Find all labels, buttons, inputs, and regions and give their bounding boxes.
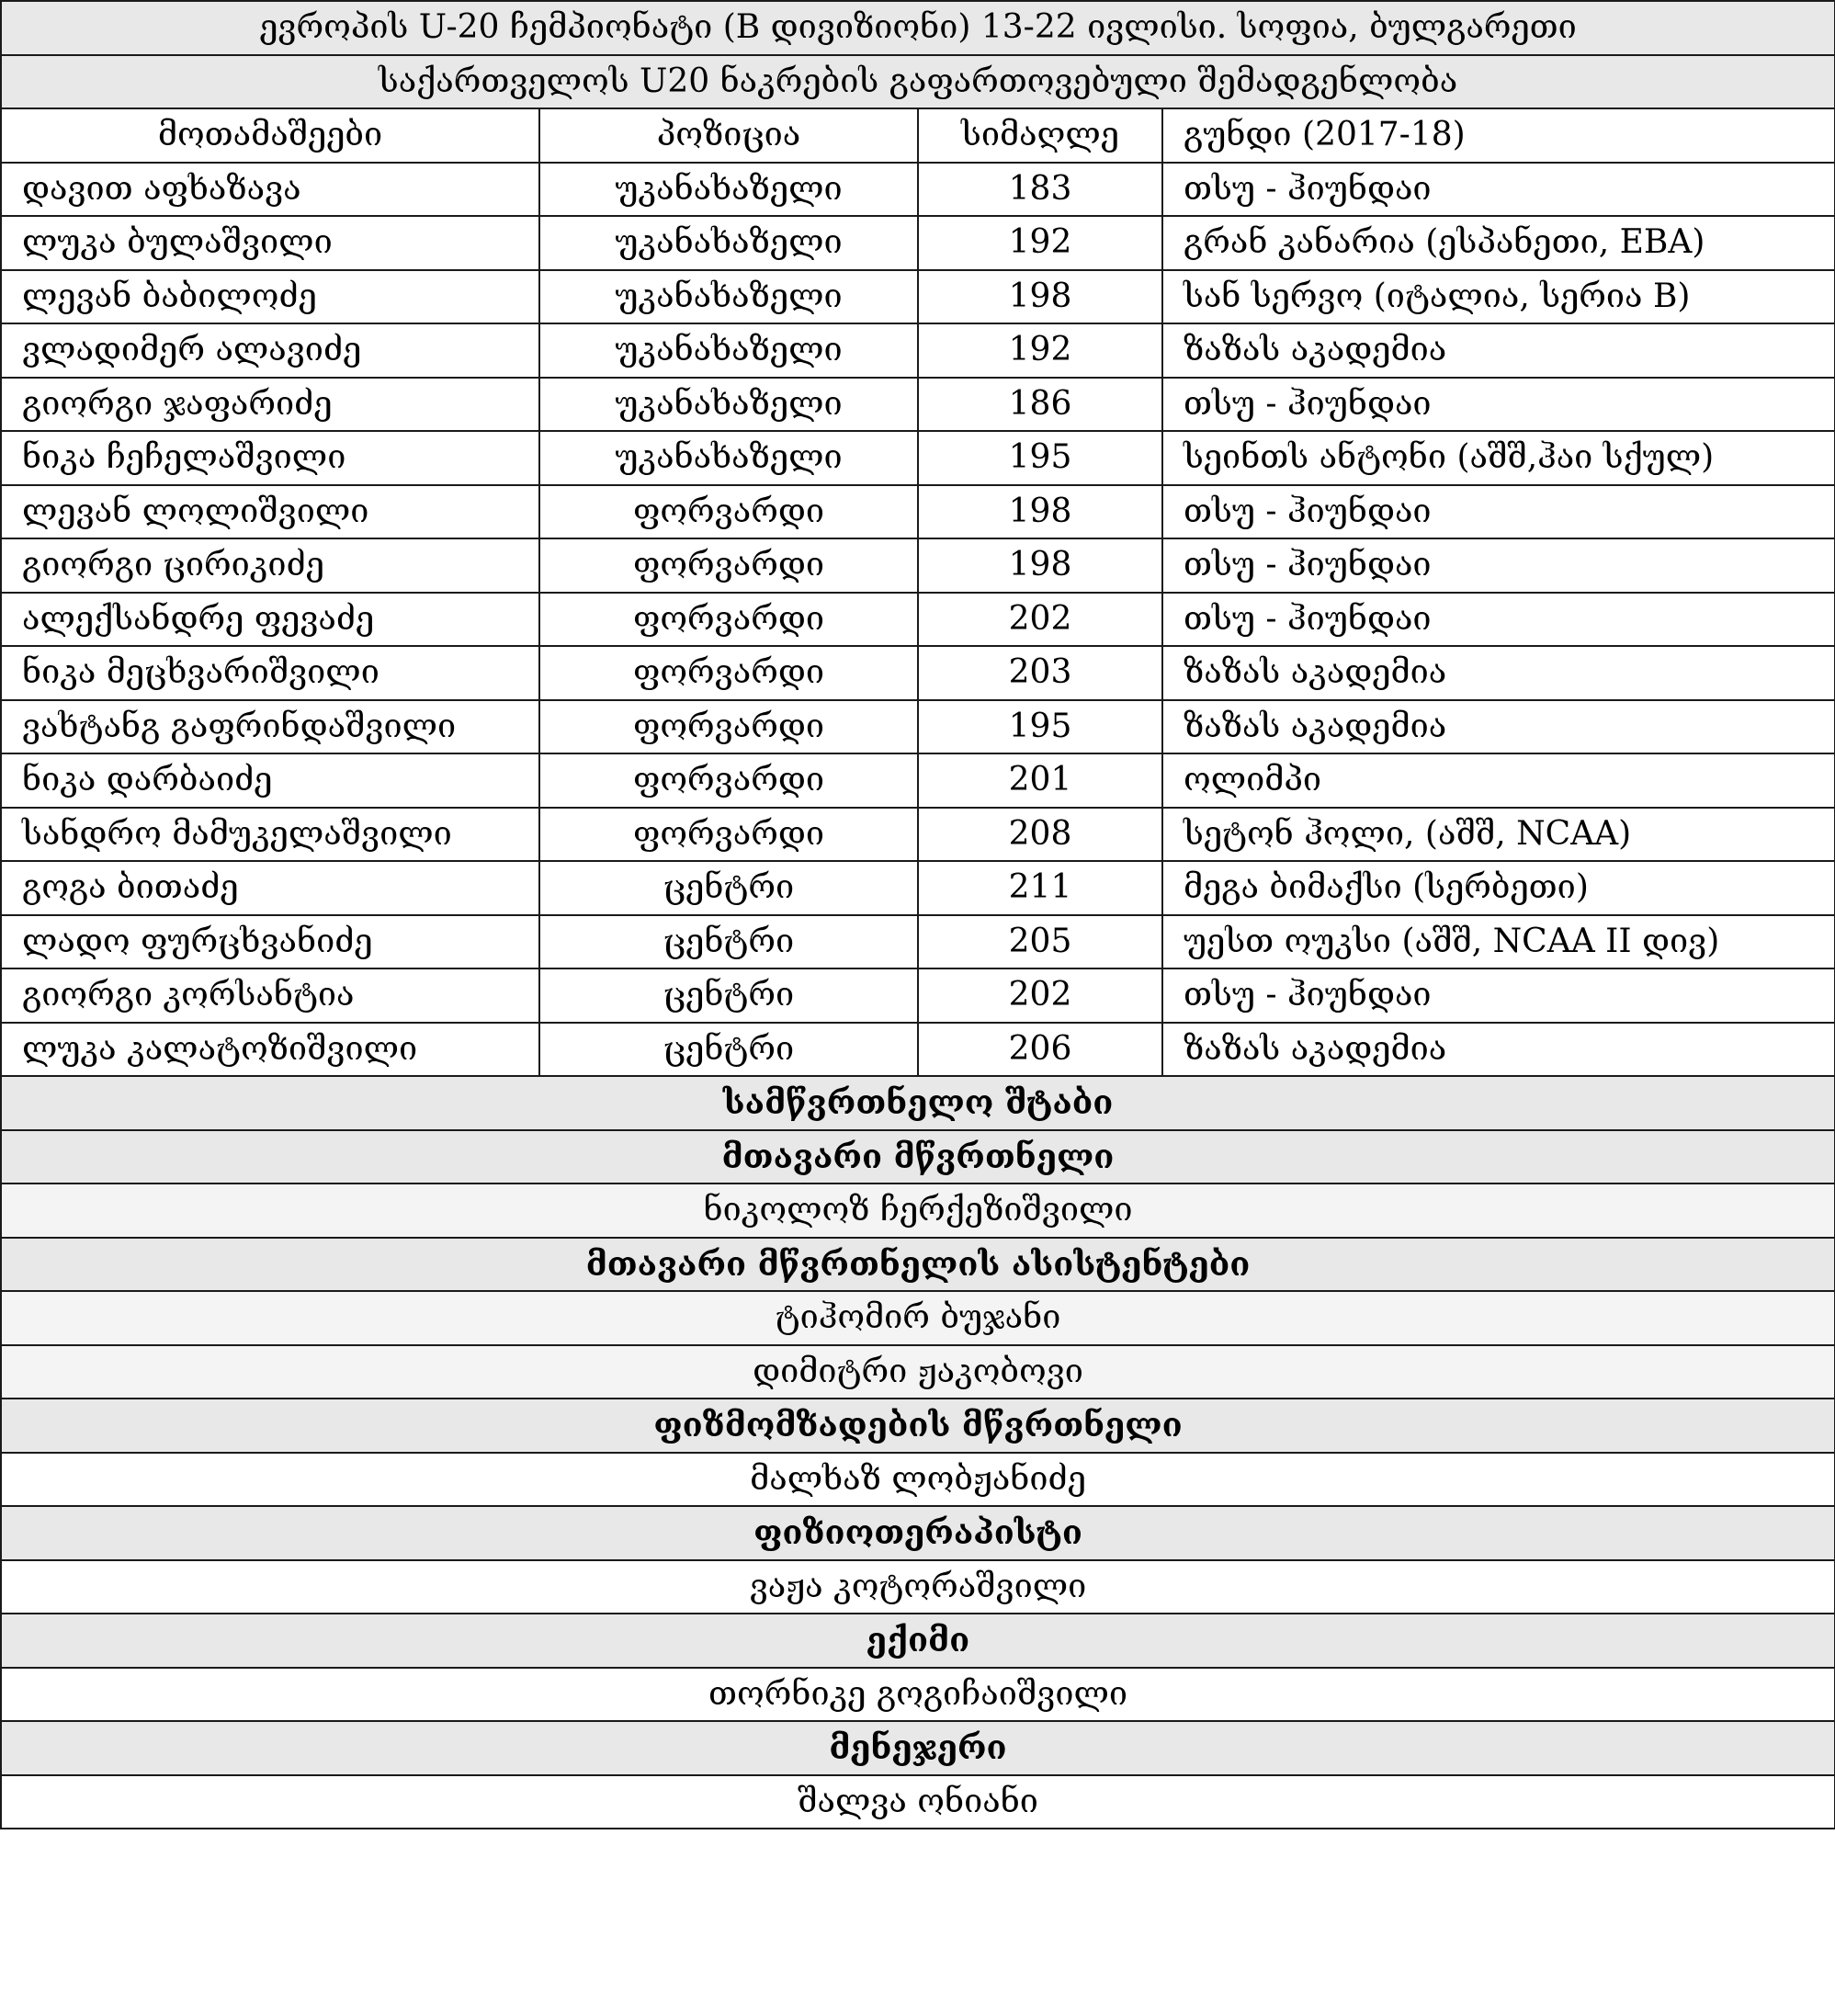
player-position: ცენტრი xyxy=(539,1023,918,1077)
assistant-row xyxy=(1,1345,1835,1399)
manager-row xyxy=(1,1775,1835,1829)
player-position: უკანახაზელი xyxy=(539,431,918,485)
player-row xyxy=(1,431,1835,485)
player-row xyxy=(1,753,1835,808)
player-height: 192 xyxy=(918,216,1162,270)
player-height: 198 xyxy=(918,485,1162,539)
column-header-row xyxy=(1,108,1835,163)
document-title: ევროპის U-20 ჩემპიონატი (B დივიზიონი) 13-22 ივლისი. სოფია, ბულგარეთი xyxy=(1,1,1835,55)
player-row xyxy=(1,1023,1835,1077)
player-height: 201 xyxy=(918,753,1162,808)
head-coach-label: მთავარი მწვრთნელი xyxy=(1,1130,1835,1184)
document-subtitle: საქართველოს U20 ნაკრების გაფართოვებული შემადგენლობა xyxy=(1,55,1835,109)
fitness-row xyxy=(1,1453,1835,1507)
player-row xyxy=(1,593,1835,647)
title-row xyxy=(1,1,1835,55)
player-team: თსუ - ჰიუნდაი xyxy=(1162,485,1835,539)
player-name: დავით აფხაზავა xyxy=(1,163,539,217)
doctor-label: ექიმი xyxy=(1,1614,1835,1668)
player-row xyxy=(1,968,1835,1023)
assistant-name: ტიჰომირ ბუჯანი xyxy=(1,1291,1835,1345)
player-position: ფორვარდი xyxy=(539,700,918,754)
player-team: თსუ - ჰიუნდაი xyxy=(1162,968,1835,1023)
doctor-row xyxy=(1,1668,1835,1722)
player-team: მეგა ბიმაქსი (სერბეთი) xyxy=(1162,861,1835,915)
head-coach-row xyxy=(1,1184,1835,1238)
player-name: ვახტანგ გაფრინდაშვილი xyxy=(1,700,539,754)
player-team: თსუ - ჰიუნდაი xyxy=(1162,538,1835,593)
staff-section-row xyxy=(1,1076,1835,1130)
head-coach-name: ნიკოლოზ ჩერქეზიშვილი xyxy=(1,1184,1835,1238)
column-header-position: პოზიცია xyxy=(539,108,918,163)
player-name: გიორგი ჯაფარიძე xyxy=(1,378,539,432)
player-team: სან სერვო (იტალია, სერია B) xyxy=(1162,270,1835,324)
roster-table-body xyxy=(1,1,1835,1076)
physio-row xyxy=(1,1560,1835,1614)
player-row xyxy=(1,700,1835,754)
subtitle-row xyxy=(1,55,1835,109)
player-height: 208 xyxy=(918,808,1162,862)
player-team: ზაზას აკადემია xyxy=(1162,646,1835,700)
player-position: ცენტრი xyxy=(539,861,918,915)
player-name: ვლადიმერ ალავიძე xyxy=(1,323,539,378)
player-name: გიორგი ცირიკიძე xyxy=(1,538,539,593)
staff-section-title: სამწვრთნელო შტაბი xyxy=(1,1076,1835,1130)
player-name: ლადო ფურცხვანიძე xyxy=(1,915,539,969)
player-team: გრან კანარია (ესპანეთი, EBA) xyxy=(1162,216,1835,270)
player-team: სეინთს ანტონი (აშშ,ჰაი სქულ) xyxy=(1162,431,1835,485)
player-position: ფორვარდი xyxy=(539,646,918,700)
player-height: 211 xyxy=(918,861,1162,915)
player-team: ზაზას აკადემია xyxy=(1162,323,1835,378)
player-position: უკანახაზელი xyxy=(539,323,918,378)
assistant-name: დიმიტრი ჟაკობოვი xyxy=(1,1345,1835,1399)
doctor-name: თორნიკე გოგიჩაიშვილი xyxy=(1,1668,1835,1722)
player-row xyxy=(1,808,1835,862)
player-name: სანდრო მამუკელაშვილი xyxy=(1,808,539,862)
player-height: 192 xyxy=(918,323,1162,378)
player-row xyxy=(1,646,1835,700)
doctor-label-row xyxy=(1,1614,1835,1668)
assistants-label: მთავარი მწვრთნელის ასისტენტები xyxy=(1,1238,1835,1292)
player-team: ოლიმპი xyxy=(1162,753,1835,808)
player-team: ზაზას აკადემია xyxy=(1162,700,1835,754)
player-position: ფორვარდი xyxy=(539,485,918,539)
player-team: თსუ - ჰიუნდაი xyxy=(1162,163,1835,217)
player-height: 198 xyxy=(918,270,1162,324)
player-name: ნიკა მეცხვარიშვილი xyxy=(1,646,539,700)
player-height: 195 xyxy=(918,700,1162,754)
player-name: ლუკა კალატოზიშვილი xyxy=(1,1023,539,1077)
manager-label-row xyxy=(1,1721,1835,1775)
player-height: 198 xyxy=(918,538,1162,593)
player-row xyxy=(1,163,1835,217)
player-row xyxy=(1,915,1835,969)
player-row xyxy=(1,538,1835,593)
player-height: 202 xyxy=(918,593,1162,647)
player-row xyxy=(1,485,1835,539)
player-row xyxy=(1,378,1835,432)
player-position: უკანახაზელი xyxy=(539,378,918,432)
manager-label: მენეჯერი xyxy=(1,1721,1835,1775)
head-coach-label-row xyxy=(1,1130,1835,1184)
physio-label: ფიზიოთერაპისტი xyxy=(1,1506,1835,1560)
player-name: ნიკა დარბაიძე xyxy=(1,753,539,808)
player-team: ზაზას აკადემია xyxy=(1162,1023,1835,1077)
player-name: ლევან ბაბილოძე xyxy=(1,270,539,324)
player-height: 195 xyxy=(918,431,1162,485)
player-name: გოგა ბითაძე xyxy=(1,861,539,915)
player-row xyxy=(1,270,1835,324)
player-position: ფორვარდი xyxy=(539,538,918,593)
player-position: უკანახაზელი xyxy=(539,163,918,217)
player-row xyxy=(1,216,1835,270)
player-position: ფორვარდი xyxy=(539,593,918,647)
player-position: უკანახაზელი xyxy=(539,216,918,270)
column-header-team: გუნდი (2017-18) xyxy=(1162,108,1835,163)
player-position: ცენტრი xyxy=(539,915,918,969)
player-height: 203 xyxy=(918,646,1162,700)
assistants-label-row xyxy=(1,1238,1835,1292)
fitness-coach-name: მალხაზ ლობჟანიძე xyxy=(1,1453,1835,1507)
player-name: ლევან ლოლიშვილი xyxy=(1,485,539,539)
player-row xyxy=(1,323,1835,378)
physio-label-row xyxy=(1,1506,1835,1560)
player-name: ალექსანდრე ფევაძე xyxy=(1,593,539,647)
player-name: ნიკა ჩეჩელაშვილი xyxy=(1,431,539,485)
player-height: 183 xyxy=(918,163,1162,217)
column-header-players: მოთამაშეები xyxy=(1,108,539,163)
player-team: უესთ ოუკსი (აშშ, NCAA II დივ) xyxy=(1162,915,1835,969)
manager-name: შალვა ონიანი xyxy=(1,1775,1835,1829)
fitness-label-row xyxy=(1,1399,1835,1453)
player-height: 205 xyxy=(918,915,1162,969)
player-row xyxy=(1,861,1835,915)
player-position: ცენტრი xyxy=(539,968,918,1023)
player-height: 206 xyxy=(918,1023,1162,1077)
assistant-row xyxy=(1,1291,1835,1345)
staff-table-body xyxy=(1,1076,1835,1829)
player-position: უკანახაზელი xyxy=(539,270,918,324)
player-name: ლუკა ბულაშვილი xyxy=(1,216,539,270)
player-height: 202 xyxy=(918,968,1162,1023)
column-header-height: სიმაღლე xyxy=(918,108,1162,163)
player-height: 186 xyxy=(918,378,1162,432)
player-position: ფორვარდი xyxy=(539,808,918,862)
player-team: თსუ - ჰიუნდაი xyxy=(1162,593,1835,647)
player-team: სეტონ ჰოლი, (აშშ, NCAA) xyxy=(1162,808,1835,862)
player-name: გიორგი კორსანტია xyxy=(1,968,539,1023)
player-position: ფორვარდი xyxy=(539,753,918,808)
fitness-coach-label: ფიზმომზადების მწვრთნელი xyxy=(1,1399,1835,1453)
player-team: თსუ - ჰიუნდაი xyxy=(1162,378,1835,432)
physio-name: ვაჟა კოტორაშვილი xyxy=(1,1560,1835,1614)
